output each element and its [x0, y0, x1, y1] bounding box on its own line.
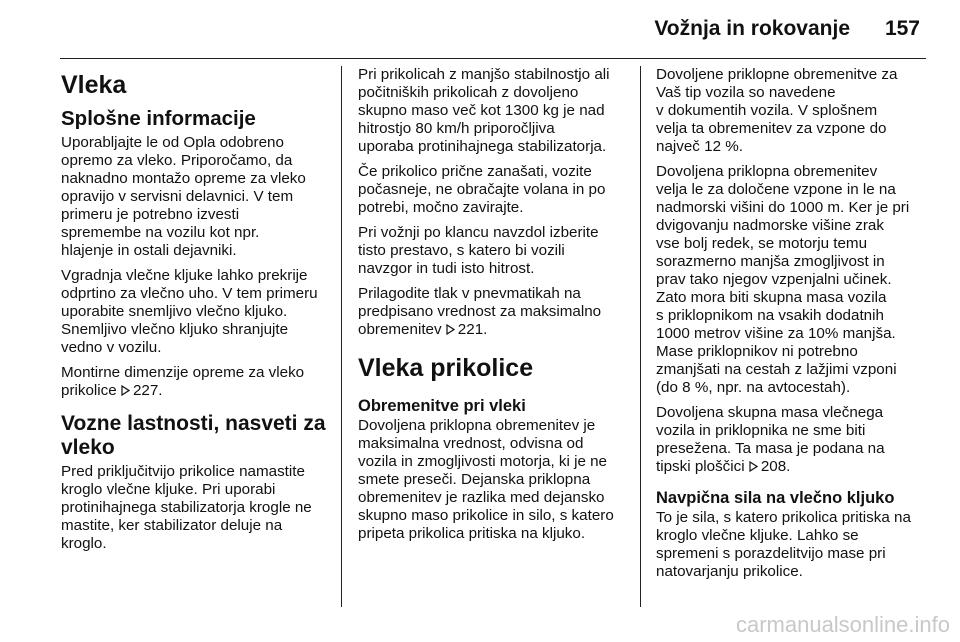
paragraph: Uporabljajte le od Opla odobreno opremo za vleko. Priporočamo, da naknadno montažo opreme za vleko opravijo v servisni delavnici. V tem primeru je potrebno izvesti spremembe na vozilu kot npr. hlajenje in ostali dejavniki. — [61, 134, 306, 259]
section-title-vleka-prikolice: Vleka prikolice — [358, 354, 534, 382]
page-header — [0, 0, 960, 62]
page-reference-number: 227. — [132, 382, 163, 399]
column-divider — [640, 66, 641, 607]
page-reference-arrow-icon — [749, 461, 758, 472]
page-reference[interactable] — [749, 458, 791, 475]
paragraph: Vgradnja vlečne kljuke lahko prekrije odprtino za vlečno uho. V tem primeru uporabite snemljivo vlečno kljuko. Snemljivo vlečno kljuko shranjujte vedno v vozilu. — [61, 267, 318, 356]
page-reference-arrow-icon — [446, 324, 455, 335]
watermark: carmanualsonline.info — [735, 612, 950, 637]
paragraph: Dovoljena priklopna obremenitev velja le za določene vzpone in le na nadmorski višini do 1000 m. Ker je pri dvigovanju nadmorske višine zrak vse bolj redek, se motorju temu sorazmerno manjša zmogljivost in prav tako njegov vzpenjalni učinek. Zato mora biti skupna masa vozila s priklopnikom na vsakih dodatnih 1000 metrov višine za 10% manjša. Mase priklopnikov ni potrebno zmanjšati na cestah z lažjimi vzponi (do 8 %, npr. na avtocestah). — [656, 163, 910, 396]
paragraph-with-reference — [656, 404, 926, 476]
page-reference[interactable] — [446, 321, 488, 338]
column-1 — [61, 66, 326, 606]
paragraph-text: Dovoljena skupna masa vlečnega vozila in priklopnika ne sme biti presežena. Ta masa je podana na tipski ploščici — [656, 404, 885, 475]
page-reference-arrow-icon — [121, 385, 130, 396]
heading-navpicna-sila: Navpična sila na vlečno kljuko — [656, 489, 895, 507]
heading-vozne-lastnosti: Vozne lastnosti, nasveti za vleko — [61, 412, 326, 459]
paragraph: To je sila, s katero prikolica pritiska na kroglo vlečne kljuke. Lahko se spremeni s porazdelitvijo mase pri natovarjanju prikolice. — [656, 509, 911, 580]
column-divider — [341, 66, 342, 607]
paragraph: Pri vožnji po klancu navzdol izberite tisto prestavo, s katero bi vozili navzgor in tudi isto hitrost. — [358, 224, 599, 277]
heading-obremenitve-pri-vleki: Obremenitve pri vleki — [358, 397, 526, 415]
header-divider — [60, 58, 926, 59]
chapter-title: Vožnja in rokovanje — [654, 17, 850, 40]
paragraph-text: Montirne dimenzije opreme za vleko prikolice — [61, 364, 305, 399]
paragraph-text: Prilagodite tlak v pnevmatikah na predpisano vrednost za maksimalno obremenitev — [358, 285, 602, 338]
paragraph: Pri prikolicah z manjšo stabilnostjo ali počitniških prikolicah z dovoljeno skupno maso več kot 1300 kg je nad hitrostjo 80 km/h priporočljiva uporaba protinihajnega stabilizatorja. — [358, 66, 610, 155]
paragraph: Pred priključitvijo prikolice namastite kroglo vlečne kljuke. Pri uporabi protinihajnega stabilizatorja krogle ne mastite, ker stabilizator deluje na kroglo. — [61, 463, 312, 552]
paragraph-with-reference — [358, 285, 627, 339]
page-reference[interactable] — [121, 382, 163, 399]
paragraph: Dovoljene priklopne obremenitve za Vaš tip vozila so navedene v dokumentih vozila. V splošnem velja ta obremenitev za vzpone do največ 12 %. — [656, 66, 898, 155]
page-number: 157 — [884, 17, 920, 40]
section-title-vleka: Vleka — [61, 71, 127, 99]
column-3 — [656, 66, 926, 606]
page-reference-number: 221. — [457, 321, 488, 338]
column-2 — [358, 66, 627, 606]
heading-splosne-informacije: Splošne informacije — [61, 107, 256, 130]
page-reference-number: 208. — [760, 458, 791, 475]
paragraph-with-reference — [61, 364, 326, 400]
paragraph: Če prikolico prične zanašati, vozite počasneje, ne obračajte volana in po potrebi, močno zavirajte. — [358, 163, 606, 216]
paragraph: Dovoljena priklopna obremenitev je maksimalna vrednost, odvisna od vozila in zmogljivosti motorja, ki je ne smete preseči. Dejanska priklopna obremenitev je razlika med dejansko skupno maso prikolice in silo, s katero pripeta prikolica pritiska na kljuko. — [358, 417, 614, 542]
